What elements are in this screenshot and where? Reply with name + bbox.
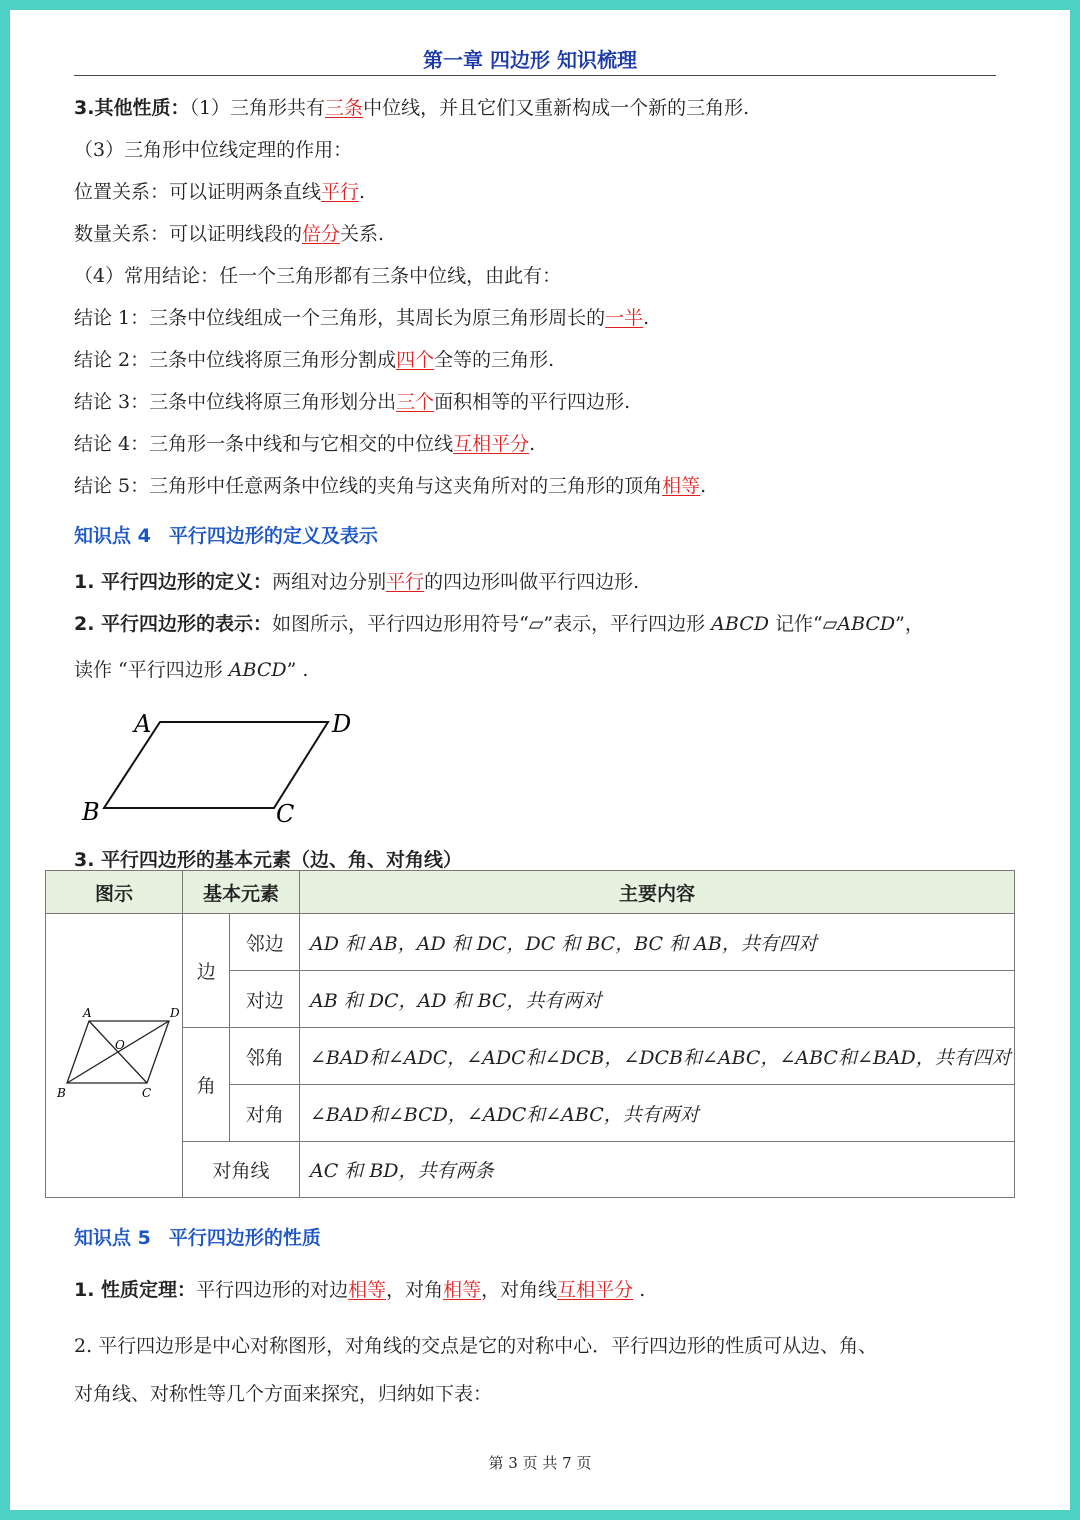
vertex-label-b: B [82, 798, 100, 826]
answer: 四个 [396, 349, 435, 371]
answer: 一半 [605, 307, 644, 329]
text: 位置关系：可以证明两条直线 [74, 181, 322, 203]
text: 的四边形叫做平行四边形. [424, 571, 640, 593]
text: ”， [895, 613, 924, 635]
table-row [46, 914, 1015, 971]
text: ，对角 [386, 1279, 444, 1301]
text: ，对角线 [481, 1279, 558, 1301]
property-line: 对角线、对称性等几个方面来探究，归纳如下表： [74, 1383, 493, 1405]
answer: 相等 [348, 1279, 387, 1301]
conclusion-2 [74, 346, 554, 374]
text: 结论 2：三条中位线将原三角形分割成 [74, 349, 397, 371]
figure-cell [46, 914, 183, 1198]
section-title: 平行四边形的定义及表示 [168, 525, 378, 547]
text: 平行四边形的对边 [196, 1279, 349, 1301]
sub-category: 对边 [230, 971, 300, 1028]
text: . [700, 475, 707, 497]
answer: 互相平分 [453, 433, 530, 455]
elements-caption: 3. 平行四边形的基本元素（边、角、对角线） [74, 849, 463, 871]
text: . [359, 181, 366, 203]
definition-line [74, 568, 639, 596]
category-diagonal: 对角线 [183, 1142, 300, 1198]
math-text: ABCD [837, 613, 896, 635]
answer: 平行 [386, 571, 425, 593]
text-line [74, 94, 749, 122]
diagram-label-c: C [142, 1086, 152, 1100]
parallelogram-figure [74, 700, 374, 830]
answer: 平行 [321, 181, 360, 203]
row-content: AC 和 BD，共有两条 [300, 1142, 1015, 1198]
answer: 倍分 [302, 223, 341, 245]
conclusion-4 [74, 430, 535, 458]
table-header: 基本元素 [183, 871, 300, 914]
text: （1）三角形共有 [189, 97, 326, 119]
answer: 相等 [443, 1279, 482, 1301]
text: 结论 5：三角形中任意两条中位线的夹角与这夹角所对的三角形的顶角 [74, 475, 663, 497]
category-angle: 角 [183, 1028, 230, 1142]
header-divider [74, 75, 996, 76]
sub-category: 邻角 [230, 1028, 300, 1085]
text: 如图所示，平行四边形用符号“▱”表示，平行四边形 [272, 613, 712, 635]
notation-line [74, 610, 924, 638]
row-content: AD 和 AB，AD 和 DC，DC 和 BC，BC 和 AB，共有四对 [300, 914, 1015, 971]
text: （4）常用结论：任一个三角形都有三条中位线，由此有： [74, 265, 562, 287]
page-title: 第一章 四边形 知识梳理 [423, 48, 637, 72]
sub-category: 对角 [230, 1085, 300, 1142]
text-line [74, 220, 384, 248]
section-number: 知识点 5 [74, 1227, 151, 1249]
conclusion-1 [74, 304, 649, 332]
table-header: 主要内容 [300, 871, 1015, 914]
text: （3）三角形中位线定理的作用： [74, 139, 353, 161]
section-number: 知识点 4 [74, 525, 151, 547]
vertex-label-d: D [332, 710, 352, 738]
diagram-label-a: A [83, 1006, 92, 1020]
property-theorem-line [74, 1276, 645, 1304]
text: ” . [286, 659, 309, 681]
section-heading-kp4 [74, 521, 378, 548]
section-title: 平行四边形的性质 [168, 1227, 321, 1249]
label: 1. 平行四边形的定义： [74, 571, 273, 593]
math-text: ABCD [228, 659, 287, 681]
table-header-row [46, 871, 1015, 914]
text: 结论 1：三条中位线组成一个三角形，其周长为原三角形周长的 [74, 307, 606, 329]
category-side: 边 [183, 914, 230, 1028]
text-line [74, 136, 352, 164]
text: 结论 4：三角形一条中线和与它相交的中位线 [74, 433, 454, 455]
table-header: 图示 [46, 871, 183, 914]
page-number: 第 3 页 共 7 页 [488, 1454, 592, 1472]
text: 面积相等的平行四边形. [434, 391, 631, 413]
reading-line [74, 656, 308, 684]
answer: 互相平分 [557, 1279, 634, 1301]
text: 关系. [340, 223, 385, 245]
parallelogram-diagram [49, 1003, 179, 1103]
vertex-label-a: A [134, 710, 152, 738]
vertex-label-c: C [276, 800, 295, 828]
answer: 三个 [396, 391, 435, 413]
label: 2. 平行四边形的表示： [74, 613, 273, 635]
diagonal-bd [67, 1021, 169, 1083]
property-line: 2. 平行四边形是中心对称图形，对角线的交点是它的对称中心．平行四边形的性质可从边、角、 [74, 1335, 878, 1357]
table-row [46, 1028, 1015, 1085]
label: 3.其他性质： [74, 97, 190, 119]
row-content: ∠BAD和∠ADC，∠ADC和∠DCB，∠DCB和∠ABC，∠ABC和∠BAD，共有四对 [300, 1028, 1015, 1085]
conclusion-5 [74, 472, 706, 500]
label: 1. 性质定理： [74, 1279, 197, 1301]
text: 记作“▱ [768, 613, 838, 635]
answer: 三条 [325, 97, 364, 119]
text: 全等的三角形. [434, 349, 555, 371]
text: 中位线，并且它们又重新构成一个新的三角形. [363, 97, 750, 119]
text: . [529, 433, 536, 455]
math-text: ABCD [711, 613, 769, 635]
answer: 相等 [662, 475, 701, 497]
elements-table [45, 870, 1015, 1198]
diagram-label-o: O [115, 1038, 125, 1052]
text: 数量关系：可以证明线段的 [74, 223, 303, 245]
text-line [74, 178, 365, 206]
text: 两组对边分别 [272, 571, 387, 593]
text: 结论 3：三条中位线将原三角形划分出 [74, 391, 397, 413]
conclusion-3 [74, 388, 630, 416]
row-content: ∠BAD和∠BCD，∠ADC和∠ABC，共有两对 [300, 1085, 1015, 1142]
text: 读作 “平行四边形 [74, 659, 229, 681]
text: . [643, 307, 650, 329]
text-line [74, 262, 561, 290]
table-row [46, 1142, 1015, 1198]
text: . [633, 1279, 646, 1301]
diagram-label-d: D [170, 1006, 179, 1020]
row-content: AB 和 DC，AD 和 BC，共有两对 [300, 971, 1015, 1028]
diagram-label-b: B [57, 1086, 66, 1100]
sub-category: 邻边 [230, 914, 300, 971]
section-heading-kp5 [74, 1223, 321, 1250]
